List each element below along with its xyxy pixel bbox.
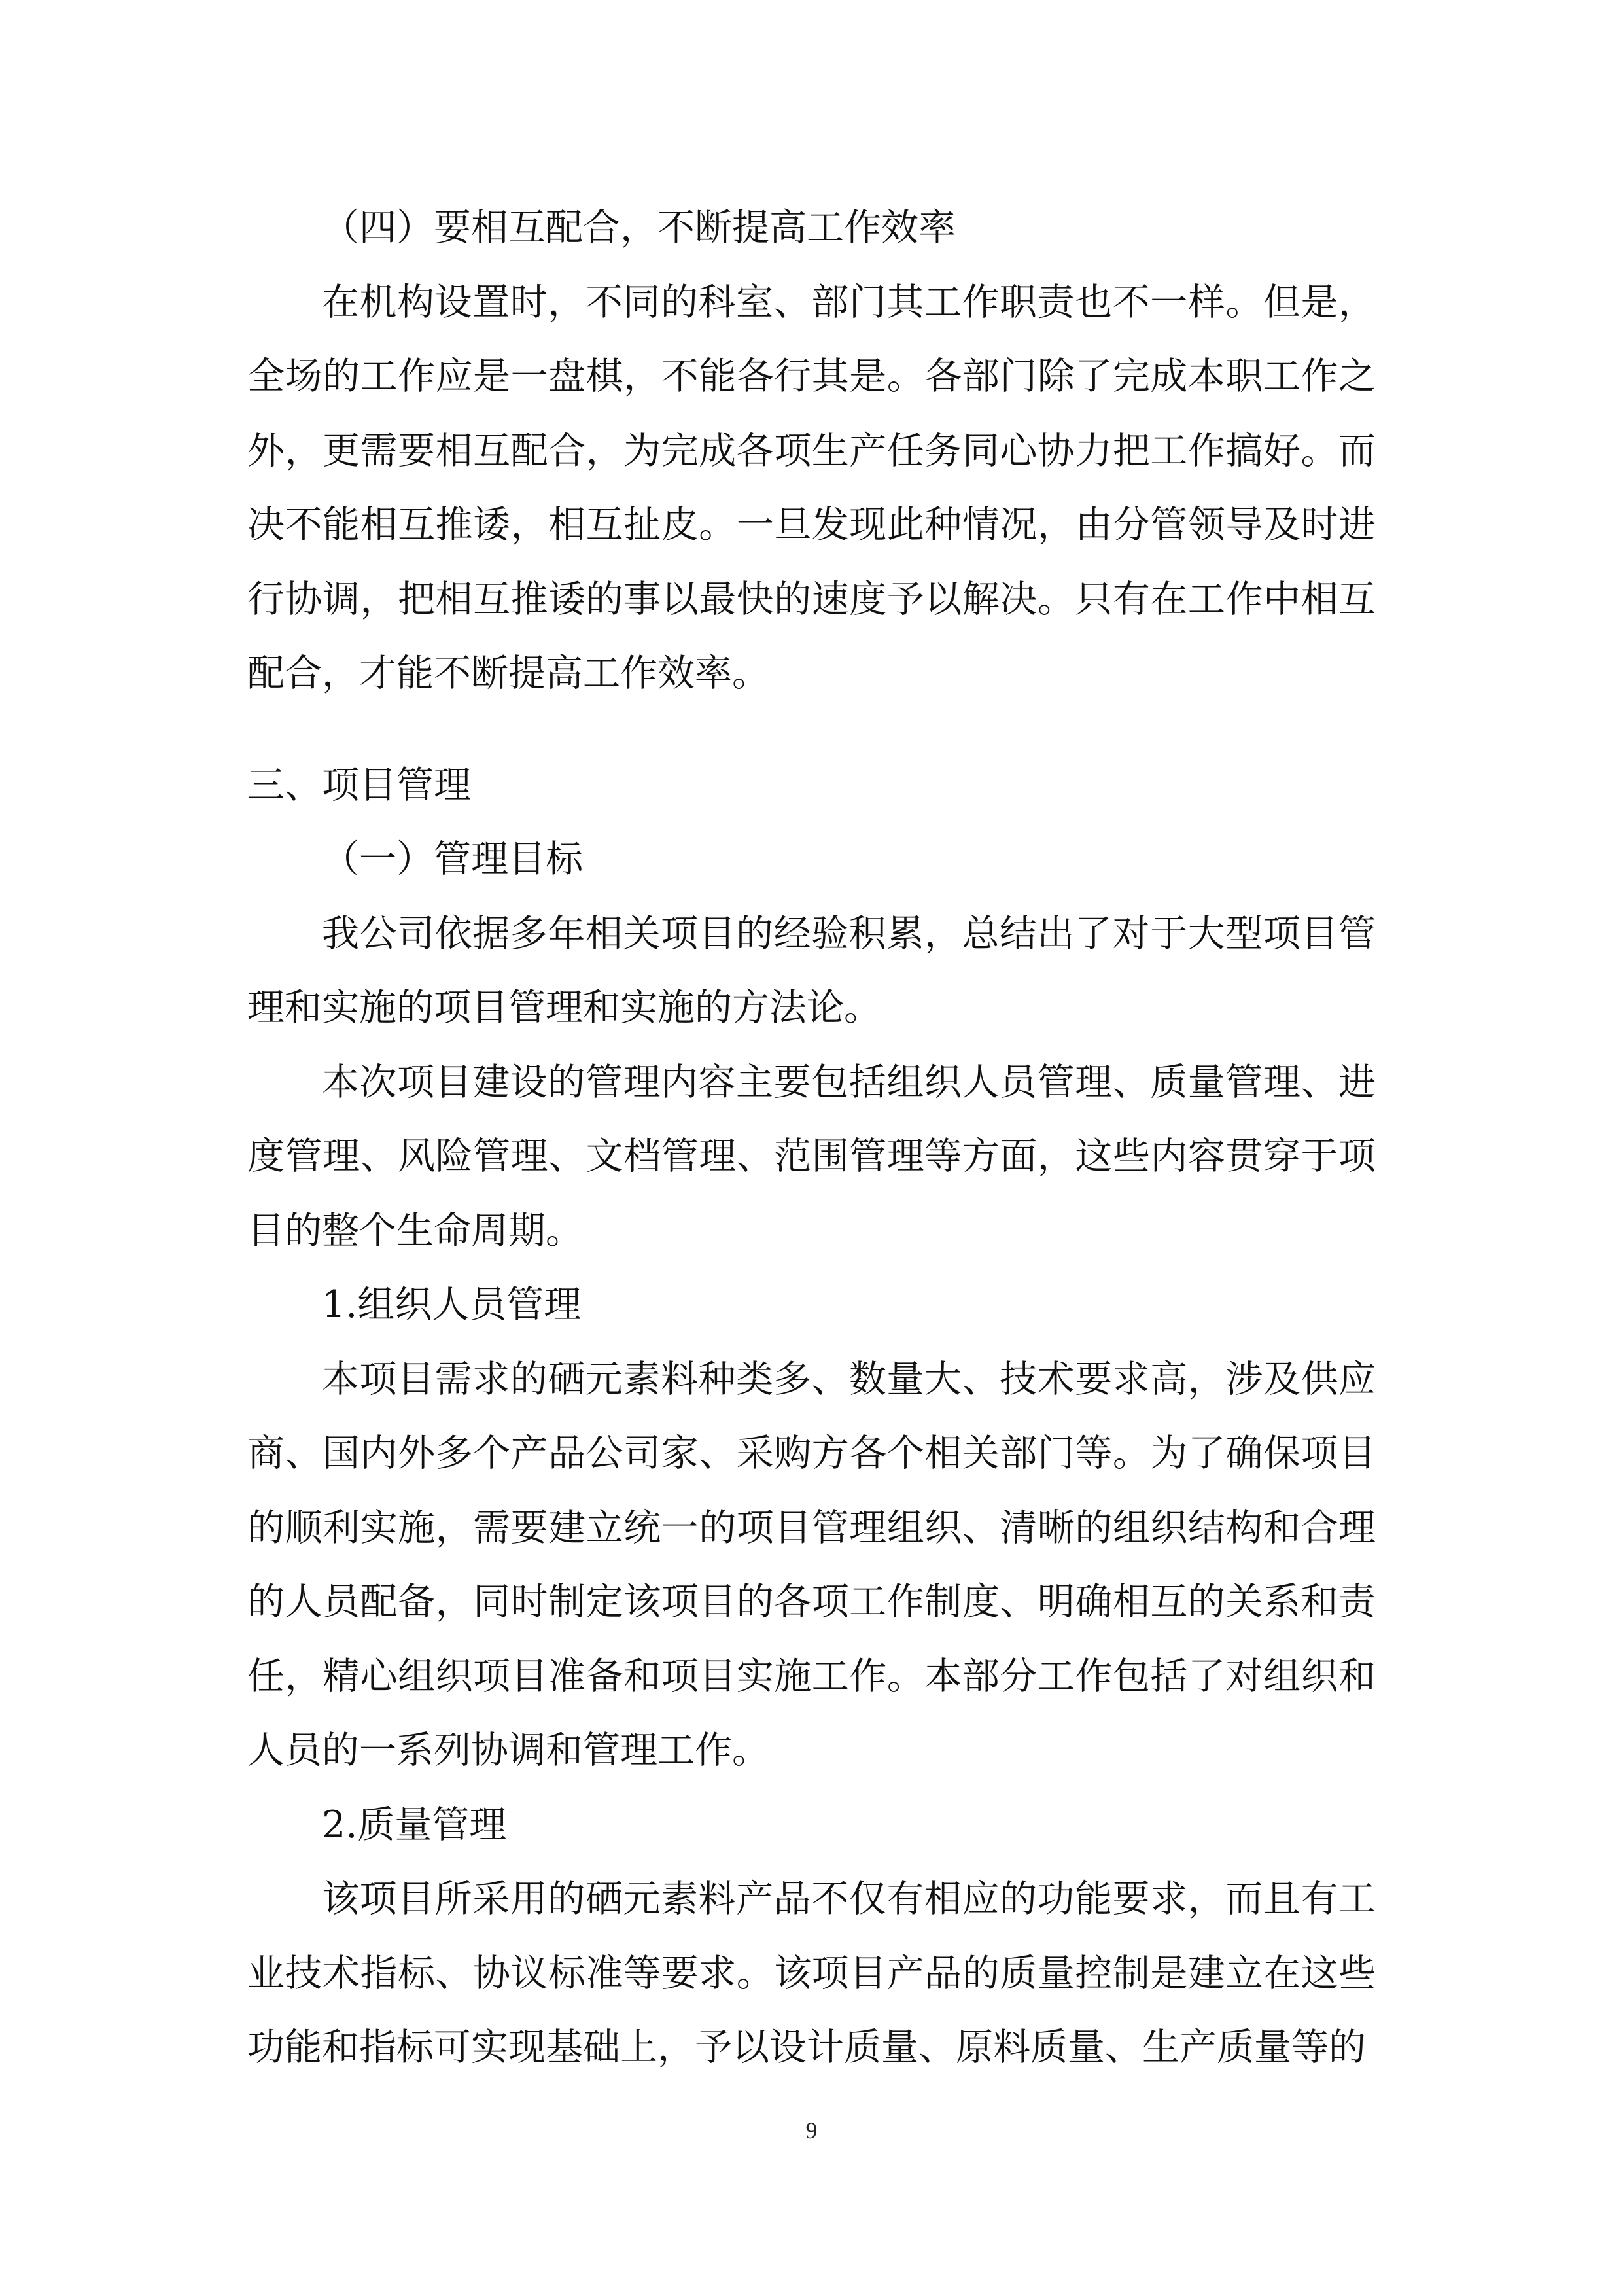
subheading-cooperation: （四）要相互配合，不断提高工作效率 xyxy=(322,206,956,249)
paragraph-methodology: 我公司依据多年相关项目的经验积累，总结出了对于大型项目管理和实施的项目管理和实施的方法论。 xyxy=(247,911,1376,1029)
subheading-personnel-management: 1.组织人员管理 xyxy=(322,1283,582,1326)
subheading-quality-management: 2.质量管理 xyxy=(322,1803,507,1846)
paragraph-management-scope: 本次项目建设的管理内容主要包括组织人员管理、质量管理、进度管理、风险管理、文档管理、范围管理等方面，这些内容贯穿于项目的整个生命周期。 xyxy=(247,1060,1376,1252)
document-body xyxy=(247,191,1376,2085)
subheading-management-goals: （一）管理目标 xyxy=(322,838,583,881)
section-title-project-management: 三、项目管理 xyxy=(247,763,471,807)
page-number: 9 xyxy=(805,2117,818,2144)
paragraph-cooperation: 在机构设置时，不同的科室、部门其工作职责也不一样。但是，全场的工作应是一盘棋，不能各行其是。各部门除了完成本职工作之外，更需要相互配合，为完成各项生产任务同心协力把工作搞好。而决不能相互推诿，相互扯皮。一旦发现此种情况，由分管领导及时进行协调，把相互推诿的事以最快的速度予以解决。只有在工作中相互配合，才能不断提高工作效率。 xyxy=(247,280,1376,695)
paragraph-personnel-management: 本项目需求的硒元素料种类多、数量大、技术要求高，涉及供应商、国内外多个产品公司家、采购方各个相关部门等。为了确保项目的顺利实施，需要建立统一的项目管理组织、清晰的组织结构和合理的人员配备，同时制定该项目的各项工作制度、明确相互的关系和责任，精心组织项目准备和项目实施工作。本部分工作包括了对组织和人员的一系列协调和管理工作。 xyxy=(247,1357,1376,1772)
paragraph-gap xyxy=(247,711,1376,749)
paragraph-quality-management: 该项目所采用的硒元素料产品不仅有相应的功能要求，而且有工业技术指标、协议标准等要求。该项目产品的质量控制是建立在这些功能和指标可实现基础上，予以设计质量、原料质量、生产质量等的 xyxy=(247,1877,1376,2069)
